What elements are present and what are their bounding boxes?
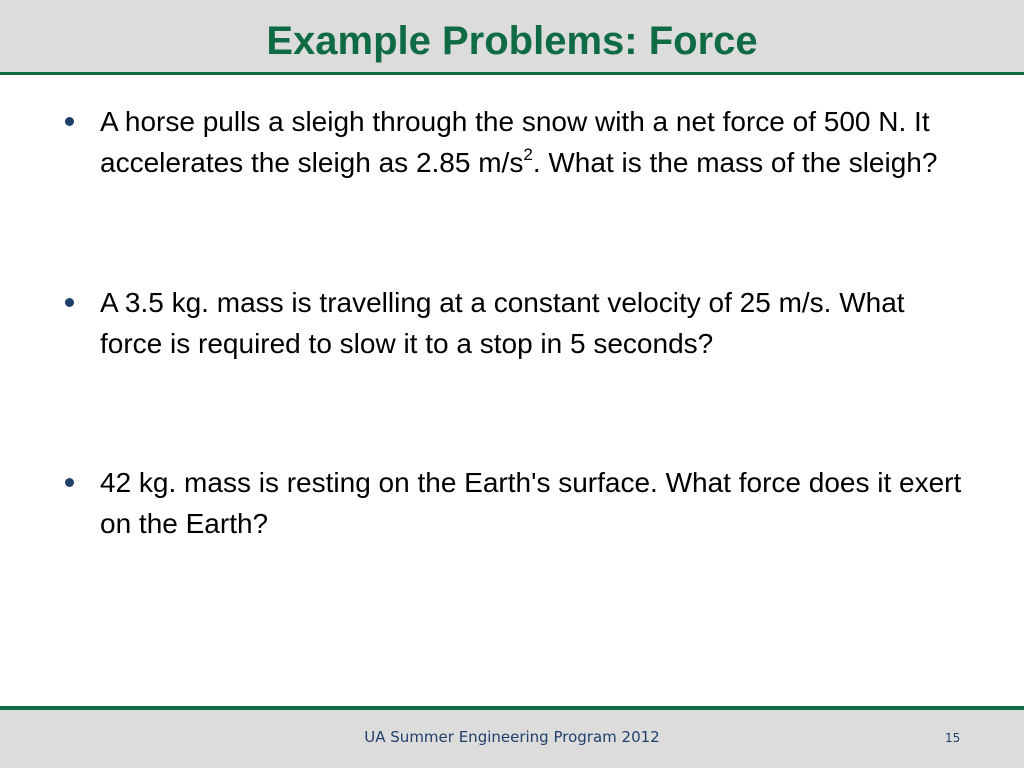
bullet-text-2: A 3.5 kg. mass is travelling at a constant velocity of 25 m/s. What force is required to slow it to a stop in 5 seconds? <box>100 287 905 359</box>
bullet-item-2 <box>100 282 970 364</box>
bullet-dot-icon <box>65 117 74 126</box>
superscript-exponent: 2 <box>523 144 533 164</box>
bullet-text-3: 42 kg. mass is resting on the Earth's surface. What force does it exert on the Earth? <box>100 467 962 539</box>
footer-label: UA Summer Engineering Program 2012 <box>364 728 660 746</box>
page-number: 15 <box>945 731 961 745</box>
bullet-dot-icon <box>65 478 74 487</box>
bullet-item-3 <box>100 462 970 544</box>
title-band <box>0 0 1024 75</box>
bullet-text-1a: A horse pulls a sleigh through the snow with a net force of 500 N. It accelerates the sleigh as 2.85 m/s <box>100 106 930 178</box>
slide-title: Example Problems: Force <box>266 19 758 63</box>
bullet-item-1 <box>100 101 970 183</box>
bullet-dot-icon <box>65 298 74 307</box>
bullet-text-1b: . What is the mass of the sleigh? <box>532 147 938 178</box>
